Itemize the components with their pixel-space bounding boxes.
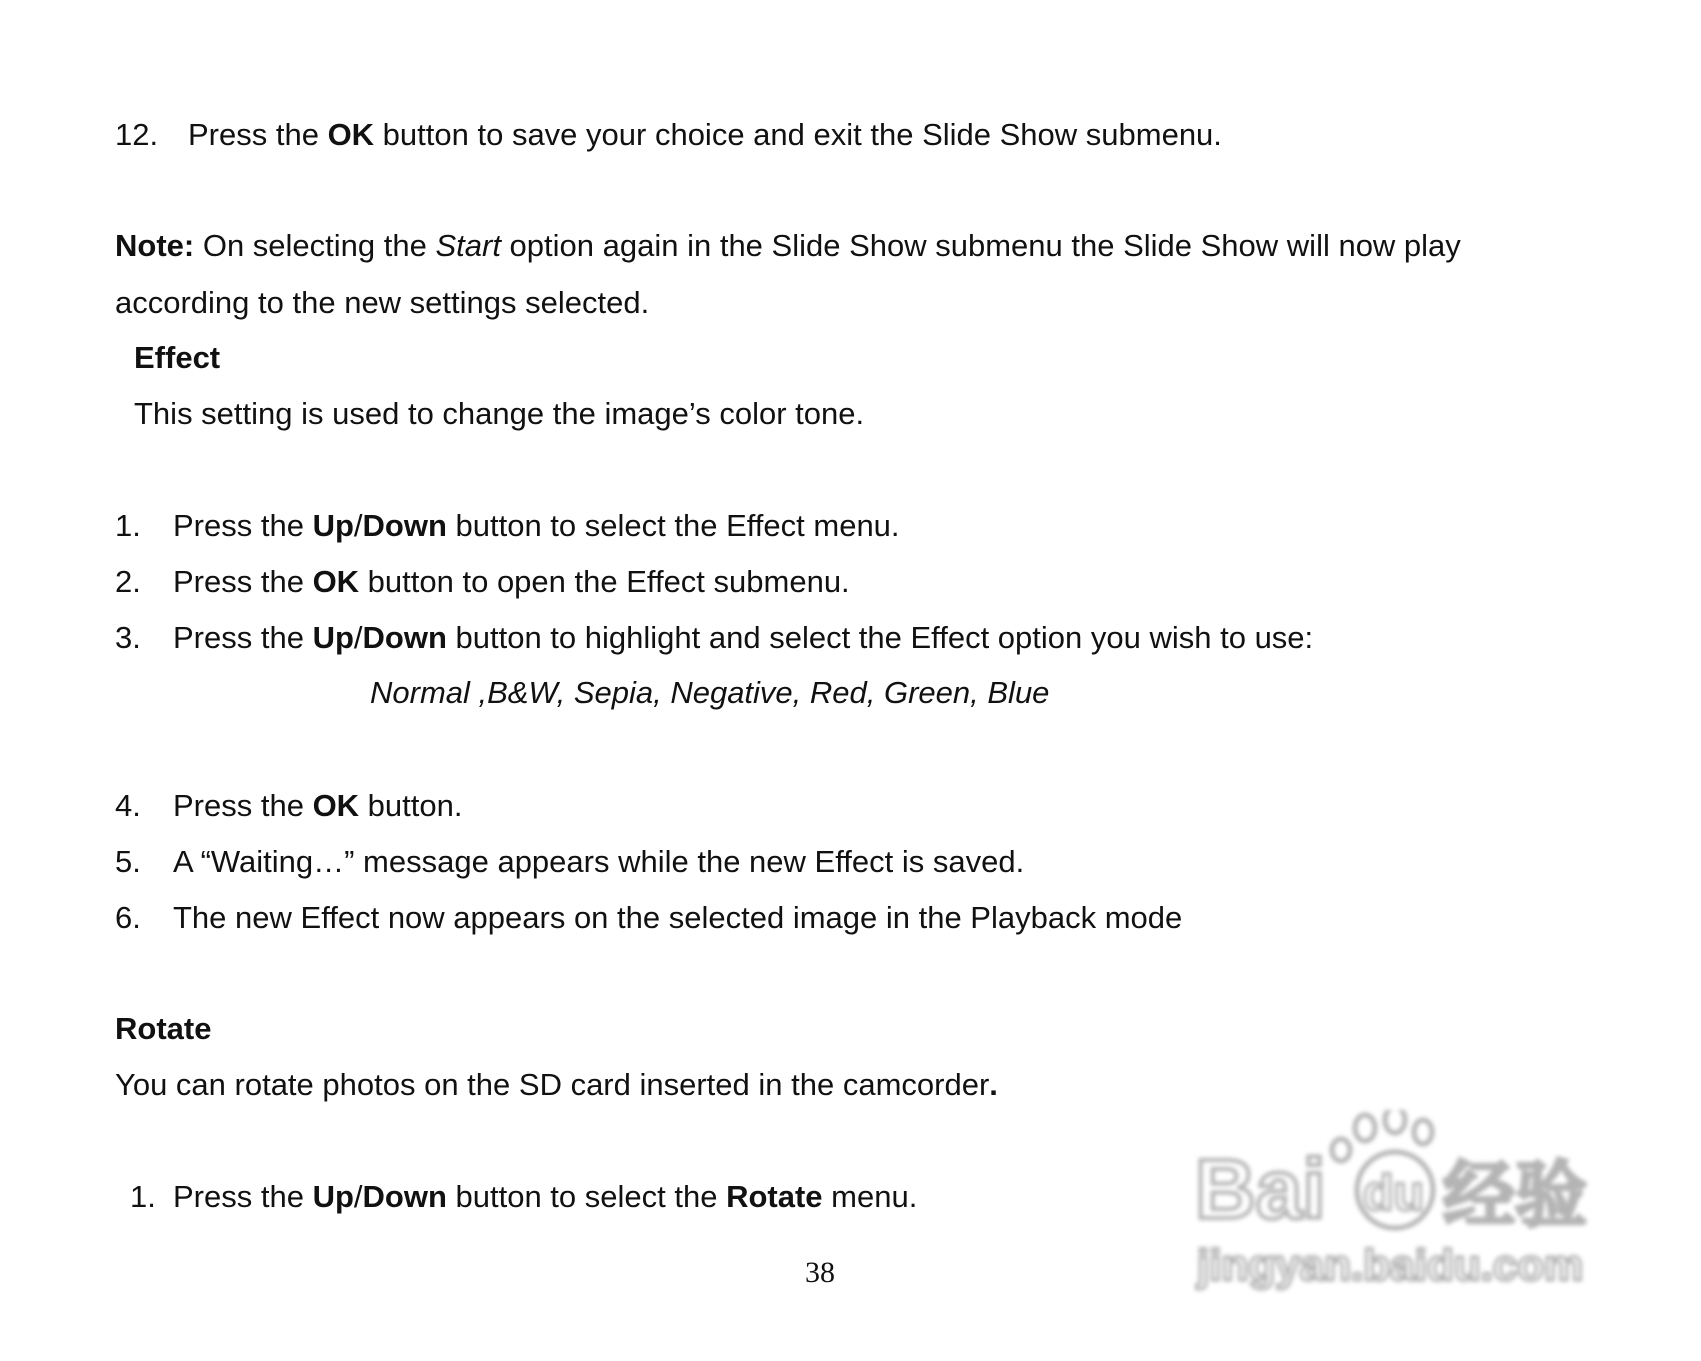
list-number: 4.: [115, 788, 141, 823]
rotate-description: [115, 1069, 998, 1100]
text-run: Press the: [173, 1179, 313, 1214]
down-button-label: Down: [362, 508, 447, 543]
text-run: button to select the Effect menu.: [446, 508, 900, 543]
list-item-text: [173, 790, 462, 821]
list-number: 12.: [115, 117, 159, 152]
text-run: Press the: [173, 508, 313, 543]
note-label: Note:: [115, 228, 195, 263]
baidu-watermark-logo: [1195, 1110, 1625, 1310]
effect-description: This setting is used to change the image’s color tone.: [134, 396, 865, 431]
text-run: button to select the: [446, 1179, 727, 1214]
text-run: option again in the Slide Show submenu the Slide Show will now play: [500, 228, 1461, 263]
rotate-menu-label: Rotate: [726, 1179, 823, 1214]
page-number: 38: [805, 1256, 835, 1289]
list-number: 5.: [115, 844, 141, 879]
text-run: menu.: [822, 1179, 918, 1214]
list-number: 6.: [115, 900, 141, 935]
note-paragraph-line2: according to the new settings selected.: [115, 285, 650, 320]
text-run: Press the: [173, 564, 313, 599]
ok-button-label: OK: [312, 788, 360, 823]
down-button-label: Down: [362, 620, 447, 655]
text-run: .: [989, 1067, 998, 1102]
list-number: 2.: [115, 564, 141, 599]
svg-text:Bai: Bai: [1195, 1142, 1326, 1236]
effect-options-list: Normal ,B&W, Sepia, Negative, Red, Green, Blue: [370, 675, 1050, 710]
text-run: /: [353, 508, 363, 543]
list-item-text: [173, 1181, 917, 1212]
svg-text:du: du: [1363, 1165, 1425, 1221]
text-run: button.: [359, 788, 463, 823]
text-run: Press the: [188, 117, 328, 152]
ok-button-label: OK: [312, 564, 360, 599]
svg-text:经验: 经验: [1443, 1153, 1588, 1237]
svg-text:jingyan.baidu.com: jingyan.baidu.com: [1197, 1241, 1584, 1290]
text-run: button to open the Effect submenu.: [359, 564, 850, 599]
list-item-text: [173, 566, 850, 597]
text-run: On selecting the: [194, 228, 436, 263]
up-button-label: Up: [312, 508, 354, 543]
note-paragraph: [115, 230, 1461, 261]
text-run: /: [353, 1179, 363, 1214]
text-run: Press the: [173, 788, 313, 823]
text-run: /: [353, 620, 363, 655]
section-heading-rotate: Rotate: [115, 1011, 212, 1046]
up-button-label: Up: [312, 620, 354, 655]
list-number: 1.: [130, 1179, 156, 1214]
list-item-text: [173, 510, 900, 541]
list-item-text: The new Effect now appears on the selected image in the Playback mode: [173, 900, 1183, 935]
text-run: button to highlight and select the Effect option you wish to use:: [446, 620, 1314, 655]
baidu-paw-logo-icon: [1195, 1110, 1625, 1310]
ok-button-label: OK: [327, 117, 375, 152]
text-run: Press the: [173, 620, 313, 655]
start-option-label: Start: [435, 228, 501, 263]
list-number: 1.: [115, 508, 141, 543]
section-heading-effect: Effect: [134, 340, 221, 375]
list-item-text: [173, 622, 1313, 653]
text-run: button to save your choice and exit the Slide Show submenu.: [374, 117, 1222, 152]
list-number: 3.: [115, 620, 141, 655]
list-item-text: [188, 119, 1222, 150]
down-button-label: Down: [362, 1179, 447, 1214]
text-run: You can rotate photos on the SD card inserted in the camcorder: [115, 1067, 990, 1102]
up-button-label: Up: [312, 1179, 354, 1214]
list-item-text: A “Waiting…” message appears while the new Effect is saved.: [173, 844, 1025, 879]
